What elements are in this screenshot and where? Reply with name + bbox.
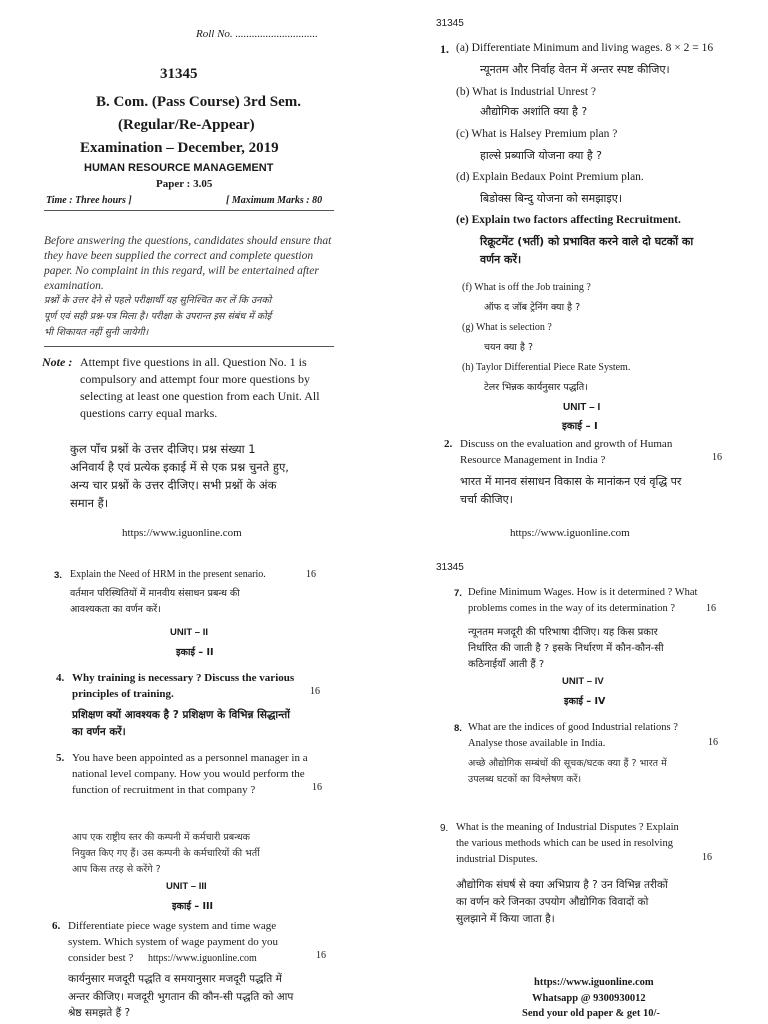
- marks: 16: [702, 852, 712, 863]
- q2-hindi: भारत में मानव संसाधन विकास के मानांकन एवं वृद्धि पर: [460, 475, 682, 488]
- q1b-hindi: औद्योगिक अशांति क्या है ?: [480, 105, 588, 118]
- paper-number: Paper : 3.05: [156, 178, 213, 190]
- question-number: 1.: [440, 42, 449, 56]
- note-hi-line: अनिवार्य है एवं प्रत्येक इकाई में से एक प्रश्न चुनते हुए,: [70, 460, 289, 474]
- q6-hindi: अन्तर कीजिए। मजदूरी भुगतान की कौन-सी पद्धति को आप: [68, 991, 294, 1003]
- question-number: 7.: [454, 588, 462, 599]
- q5-text: function of recruitment in that company ?: [72, 784, 256, 796]
- q1e-hindi: वर्णन करें।: [480, 253, 522, 266]
- q5-hindi: नियुक्त किए गए हैं। उस कम्पनी के कर्मचारियों की भर्ती: [72, 848, 260, 859]
- q4-text: principles of training.: [72, 688, 174, 700]
- instruction-en-line: Before answering the questions, candidates should ensure that: [44, 235, 332, 247]
- unit-heading: UNIT – II: [170, 627, 209, 638]
- marks: 16: [312, 782, 322, 793]
- time-allowed: Time : Three hours ]: [46, 195, 132, 206]
- q5-text: national level company. How you would perform the: [72, 768, 305, 780]
- q9-text: the various methods which can be used in resolving: [456, 838, 673, 849]
- q1d-text: (d) Explain Bedaux Point Premium plan.: [456, 171, 644, 183]
- regular-reappear: (Regular/Re-Appear): [118, 117, 255, 133]
- q6-text: Differentiate piece wage system and time wage: [68, 920, 277, 932]
- note-line: Attempt five questions in all. Question No. 1 is: [80, 355, 307, 369]
- unit-heading-hindi: इकाई – II: [176, 647, 214, 658]
- unit-heading: UNIT – III: [166, 881, 207, 892]
- instruction-hi-line: पूर्ण एवं सही प्रश्न-पत्र मिला है। परीक्षा के उपरान्त इस संबंध में कोई: [44, 311, 272, 322]
- q4-hindi: प्रशिक्षण क्यों आवश्यक है ? प्रशिक्षण के विभिन्न सिद्धान्तों: [72, 709, 291, 721]
- footer-website-link[interactable]: https://www.iguonline.com: [534, 977, 654, 988]
- note-hi-line: कुल पाँच प्रश्नों के उत्तर दीजिए। प्रश्न संख्या 1: [70, 442, 256, 456]
- q4-hindi: का वर्णन करें।: [72, 726, 126, 738]
- marks: 16: [310, 686, 320, 697]
- question-number: 9.: [440, 823, 449, 834]
- unit-heading: UNIT – I: [563, 402, 601, 413]
- q1f-text: (f) What is off the Job training ?: [462, 282, 591, 293]
- q1c-hindi: हाल्से प्रब्याजि योजना क्या है ?: [480, 149, 603, 162]
- divider-line: [44, 210, 334, 211]
- unit-heading-hindi: इकाई – I: [562, 421, 598, 432]
- q2-hindi: चर्चा कीजिए।: [460, 493, 513, 506]
- paper-code: 31345: [436, 562, 464, 573]
- q1a-text: (a) Differentiate Minimum and living wages. 8 × 2 = 16: [456, 42, 714, 54]
- q7-text: problems comes in the way of its determination ?: [468, 603, 676, 614]
- question-number: 5.: [56, 752, 65, 764]
- q1g-hindi: चयन क्या है ?: [484, 342, 534, 353]
- q6-text: consider best ?: [68, 952, 134, 964]
- question-number: 3.: [54, 570, 62, 581]
- q1c-text: (c) What is Halsey Premium plan ?: [456, 128, 618, 140]
- divider-line: [44, 346, 334, 347]
- maximum-marks: [ Maximum Marks : 80: [226, 195, 323, 206]
- website-link[interactable]: https://www.iguonline.com: [148, 953, 257, 964]
- note-line: selecting at least one question from each Unit. All: [80, 389, 320, 403]
- q8-hindi: अच्छे औद्योगिक सम्बंधों की सूचक/घटक क्या हैं ? भारत में: [468, 758, 667, 769]
- website-link[interactable]: https://www.iguonline.com: [510, 527, 630, 539]
- q7-text: Define Minimum Wages. How is it determined ? What: [468, 587, 698, 598]
- q3-hindi: आवश्यकता का वर्णन करें।: [70, 604, 161, 615]
- q9-text: industrial Disputes.: [456, 854, 538, 865]
- q9-text: What is the meaning of Industrial Disputes ? Explain: [456, 822, 679, 833]
- q8-text: What are the indices of good Industrial relations ?: [468, 722, 678, 733]
- question-number: 4.: [56, 672, 65, 684]
- q6-hindi: श्रेष्ठ समझते हैं ?: [68, 1007, 131, 1019]
- note-line: questions carry equal marks.: [80, 406, 218, 420]
- q1f-hindi: ऑफ द जॉब ट्रेनिंग क्या है ?: [484, 302, 581, 313]
- q6-hindi: कार्यनुसार मजदूरी पद्धति व समयानुसार मजदूरी पद्धति में: [68, 973, 282, 985]
- question-number: 2.: [444, 438, 453, 450]
- q1h-hindi: टेलर भिन्नक कार्यनुसार पद्धति।: [484, 382, 588, 393]
- paper-code: 31345: [436, 18, 464, 29]
- q2-text: Resource Management in India ?: [460, 454, 606, 466]
- q8-text: Analyse those available in India.: [468, 738, 606, 749]
- marks: 16: [306, 569, 316, 580]
- note-label: Note :: [42, 355, 73, 369]
- note-hi-line: अन्य चार प्रश्नों के उत्तर दीजिए। सभी प्रश्नों के अंक: [70, 478, 277, 492]
- q1e-hindi: रिक्रूटमेंट (भर्ती) को प्रभावित करने वाले दो घटकों का: [480, 235, 694, 248]
- q5-text: You have been appointed as a personnel manager in a: [72, 752, 308, 764]
- question-number: 6.: [52, 920, 61, 932]
- instruction-en-line: examination.: [44, 280, 104, 292]
- q9-hindi: का वर्णन करे जिनका उपयोग औद्योगिक विवादों को: [456, 896, 649, 908]
- course-title: B. Com. (Pass Course) 3rd Sem.: [96, 94, 301, 110]
- q1a-hindi: न्यूनतम और निर्वाह वेतन में अन्तर स्पष्ट कीजिए।: [480, 63, 670, 76]
- q4-text: Why training is necessary ? Discuss the various: [72, 672, 295, 684]
- q8-hindi: उपलब्ध घटकों का विश्लेषण करें।: [468, 774, 582, 785]
- q7-hindi: निर्धारित की जाती है ? इसके निर्धारण में कौन-कौन-सी: [468, 643, 664, 654]
- unit-heading-hindi: इकाई – IV: [564, 696, 606, 707]
- note-hi-line: समान हैं।: [70, 496, 109, 510]
- footer-whatsapp: Whatsapp @ 9300930012: [532, 993, 646, 1004]
- q1b-text: (b) What is Industrial Unrest ?: [456, 86, 596, 98]
- q1g-text: (g) What is selection ?: [462, 322, 552, 333]
- instruction-hi-line: प्रश्नों के उत्तर देने से पहले परीक्षार्थी यह सुनिश्चित कर लें कि उनको: [44, 295, 272, 306]
- q3-hindi: वर्तमान परिस्थितियों में मानवीय संसाधन प्रबन्ध की: [70, 588, 240, 599]
- marks: 16: [316, 950, 326, 961]
- q7-hindi: कठिनाईयाँ आती हैं ?: [468, 659, 545, 670]
- footer-send-paper: Send your old paper & get 10/-: [522, 1008, 660, 1019]
- subject-title: HUMAN RESOURCE MANAGEMENT: [84, 162, 274, 174]
- roll-no: Roll No. ..............................: [196, 28, 318, 40]
- exam-title: Examination – December, 2019: [80, 140, 279, 156]
- marks: 16: [706, 603, 716, 614]
- paper-code: 31345: [160, 66, 198, 82]
- q6-text: system. Which system of wage payment do you: [68, 936, 278, 948]
- marks: 16: [708, 737, 718, 748]
- q1e-text: (e) Explain two factors affecting Recruitment.: [456, 214, 681, 226]
- marks: 16: [712, 452, 722, 463]
- q2-text: Discuss on the evaluation and growth of Human: [460, 438, 673, 450]
- question-number: 8.: [454, 723, 462, 734]
- q5-hindi: आप किस तरह से करेंगे ?: [72, 864, 161, 875]
- instruction-en-line: paper. No complaint in this regard, will be entertained after: [44, 265, 319, 277]
- q1d-hindi: बिडोक्स बिन्दु योजना को समझाइए।: [480, 192, 623, 205]
- instruction-hi-line: भी शिकायत नहीं सुनी जायेगी।: [44, 327, 149, 338]
- instruction-en-line: they have been supplied the correct and complete question: [44, 250, 314, 262]
- website-link[interactable]: https://www.iguonline.com: [122, 527, 242, 539]
- unit-heading-hindi: इकाई – III: [172, 901, 214, 912]
- q1h-text: (h) Taylor Differential Piece Rate System.: [462, 362, 631, 373]
- note-line: compulsory and attempt four more questions by: [80, 372, 310, 386]
- unit-heading: UNIT – IV: [562, 676, 604, 687]
- q3-text: Explain the Need of HRM in the present senario.: [70, 569, 266, 580]
- q9-hindi: औद्योगिक संघर्ष से क्या अभिप्राय है ? उन विभिन्न तरीकों: [456, 879, 668, 891]
- q9-hindi: सुलझाने में किया जाता है।: [456, 913, 555, 925]
- q7-hindi: न्यूनतम मजदूरी की परिभाषा दीजिए। यह किस प्रकार: [468, 627, 658, 638]
- q5-hindi: आप एक राष्ट्रीय स्तर की कम्पनी में कर्मचारी प्रबन्धक: [72, 832, 250, 843]
